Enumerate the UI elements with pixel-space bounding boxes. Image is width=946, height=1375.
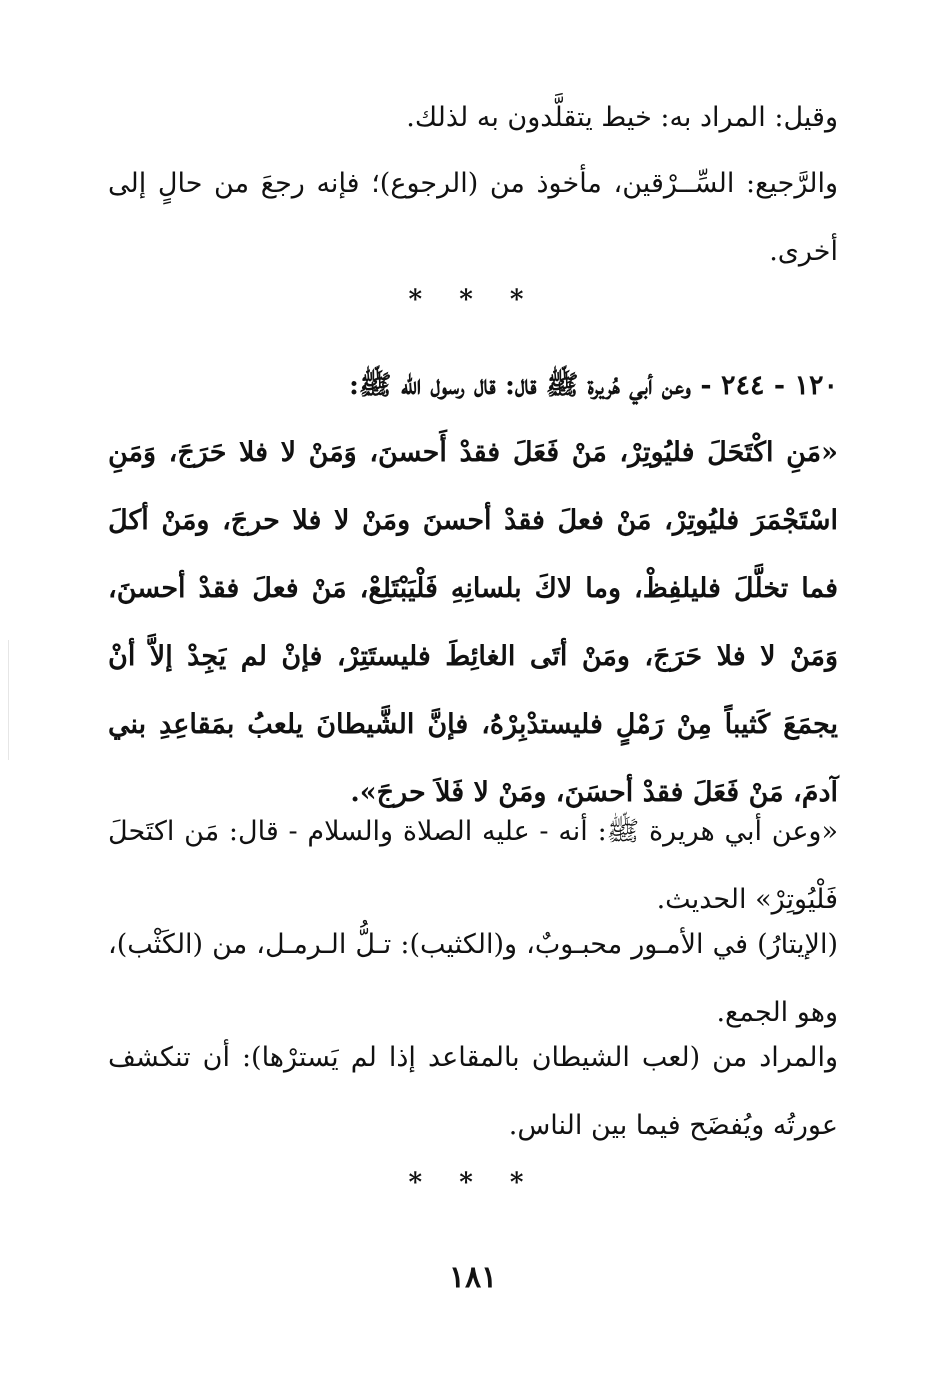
section-separator: * * *	[408, 1168, 538, 1198]
commentary-paragraph: (الإيتارُ) في الأمـور محبـوبٌ، و(الكثيب): تـلُّ الـرمـل، من (الكَثْب)، وهو الجمع.	[108, 929, 838, 1028]
hadith-heading: ١٢٠ - ٢٤٤ - وعن أبي هُريرة ﷺ قال: قال رسول الله ﷺ:	[348, 370, 838, 401]
section-separator: * * *	[408, 285, 538, 315]
hadith-text: «مَنِ اكْتَحَلَ فليُوتِرْ، مَنْ فَعَلَ فقدْ أَحسنَ، وَمَنْ لا فلا حَرَجَ، وَمَنِ اسْتَجْمَرَ فليُوتِرْ، مَنْ فعلَ فقدْ أحسنَ ومَنْ لا فلا حرجَ، ومَنْ أكلَ فما تخلَّلَ فليلفِظْ، وما لاكَ بلسانِهِ فَلْيَبْتَلِعْ، مَنْ فعلَ فقدْ أحسنَ، وَمَنْ لا فلا حَرَجَ، ومَنْ أتَى الغائِطَ فليستَتِرْ، فإنْ لم يَجِدْ إلاَّ أنْ يجمَعَ كَثيباً مِنْ رَمْلٍ فليستدْبِرْهُ، فإنَّ الشَّيطانَ يلعبُ بمَقاعِدِ بني آدمَ، مَنْ فَعَلَ فقدْ أحسَنَ، ومَنْ لا فَلاَ حرجَ».	[108, 437, 838, 808]
paragraph-qila: وقيل: المراد به: خيط يتقلَّدون به لذلك.	[406, 102, 838, 133]
page-number: ١٨١	[448, 1260, 498, 1295]
commentary-paragraph: والمراد من (لعب الشيطان بالمقاعد إذا لم يَسترْها): أن تنكشف عورتُه ويُفضَح فيما بين الناس.	[108, 1042, 838, 1141]
paragraph-rajee: والرَّجيع: السِّــرْقين، مأخوذ من (الرجوع)؛ فإنه رجعَ من حالٍ إلى أخرى.	[108, 168, 838, 267]
scan-edge-mark	[8, 640, 9, 760]
commentary-paragraph: «وعن أبي هريرة ﷺ: أنه - عليه الصلاة والسلام - قال: مَن اكتَحلَ فَلْيُوتِرْ» الحديث.	[108, 816, 838, 915]
